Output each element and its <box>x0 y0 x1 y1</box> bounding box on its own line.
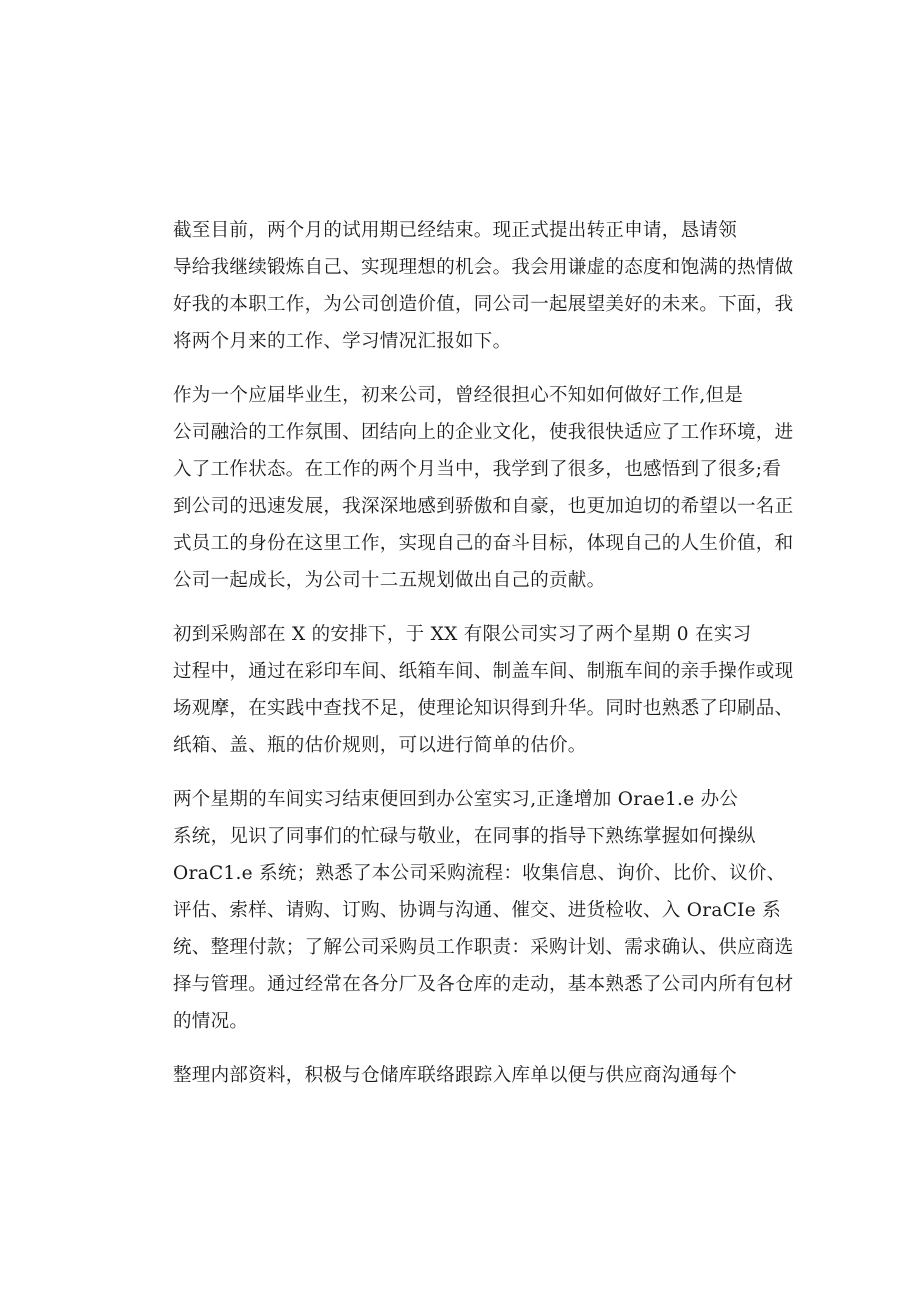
text-line: OraC1.e 系统；熟悉了本公司采购流程：收集信息、询价、比价、议价、 <box>173 863 786 884</box>
text-line: 的情况。 <box>173 1011 249 1032</box>
text-line: 公司一起成长，为公司十二五规划做出自己的贡献。 <box>173 570 606 591</box>
text-line: 作为一个应届毕业生，初来公司，曾经很担心不知如何做好工作,但是 <box>173 385 744 406</box>
text-line: 统、整理付款；了解公司采购员工作职责：采购计划、需求确认、供应商选 <box>173 937 794 958</box>
text-line: 整理内部资料，积极与仓储库联络跟踪入库单以便与供应商沟通每个 <box>173 1065 738 1086</box>
text-line: 场观摩，在实践中查找不足，使理论知识得到升华。同时也熟悉了印刷品、 <box>173 698 794 719</box>
text-line: 纸箱、盖、瓶的估价规则，可以进行简单的估价。 <box>173 735 587 756</box>
text-line: 到公司的迅速发展，我深深地感到骄傲和自豪，也更加迫切的希望以一名正 <box>173 496 794 517</box>
text-line: 过程中，通过在彩印车间、纸箱车间、制盖车间、制瓶车间的亲手操作或现 <box>173 661 794 682</box>
text-line: 导给我继续锻炼自己、实现理想的机会。我会用谦虚的态度和饱满的热情做 <box>173 257 794 278</box>
paragraph-3 <box>136 616 796 764</box>
text-line: 将两个月来的工作、学习情况汇报如下。 <box>173 331 512 352</box>
document-body <box>136 212 796 1111</box>
text-line: 公司融洽的工作氛围、团结向上的企业文化，使我很快适应了工作环境，进 <box>173 422 794 443</box>
text-line: 择与管理。通过经常在各分厂及各仓库的走动，基本熟悉了公司内所有包材 <box>173 974 794 995</box>
text-line: 好我的本职工作，为公司创造价值，同公司一起展望美好的未来。下面，我 <box>173 294 794 315</box>
text-line: 式员工的身份在这里工作，实现自己的奋斗目标，体现自己的人生价值，和 <box>173 533 794 554</box>
text-line: 评估、索样、请购、订购、协调与沟通、催交、进货检收、入 OraCIe 系 <box>173 900 782 921</box>
paragraph-4 <box>136 781 796 1040</box>
paragraph-1 <box>136 212 796 360</box>
text-line: 入了工作状态。在工作的两个月当中，我学到了很多，也感悟到了很多;看 <box>173 459 782 480</box>
paragraph-5 <box>136 1057 796 1094</box>
text-line: 系统，见识了同事们的忙碌与敬业，在同事的指导下熟练掌握如何操纵 <box>173 826 756 847</box>
paragraph-2 <box>136 377 796 599</box>
text-line: 两个星期的车间实习结束便回到办公室实习,正逢增加 Orae1.e 办公 <box>173 789 739 810</box>
text-line: 截至目前，两个月的试用期已经结束。现正式提出转正申请，恳请领 <box>173 220 738 241</box>
text-line: 初到采购部在 X 的安排下，于 XX 有限公司实习了两个星期 0 在实习 <box>173 624 752 645</box>
